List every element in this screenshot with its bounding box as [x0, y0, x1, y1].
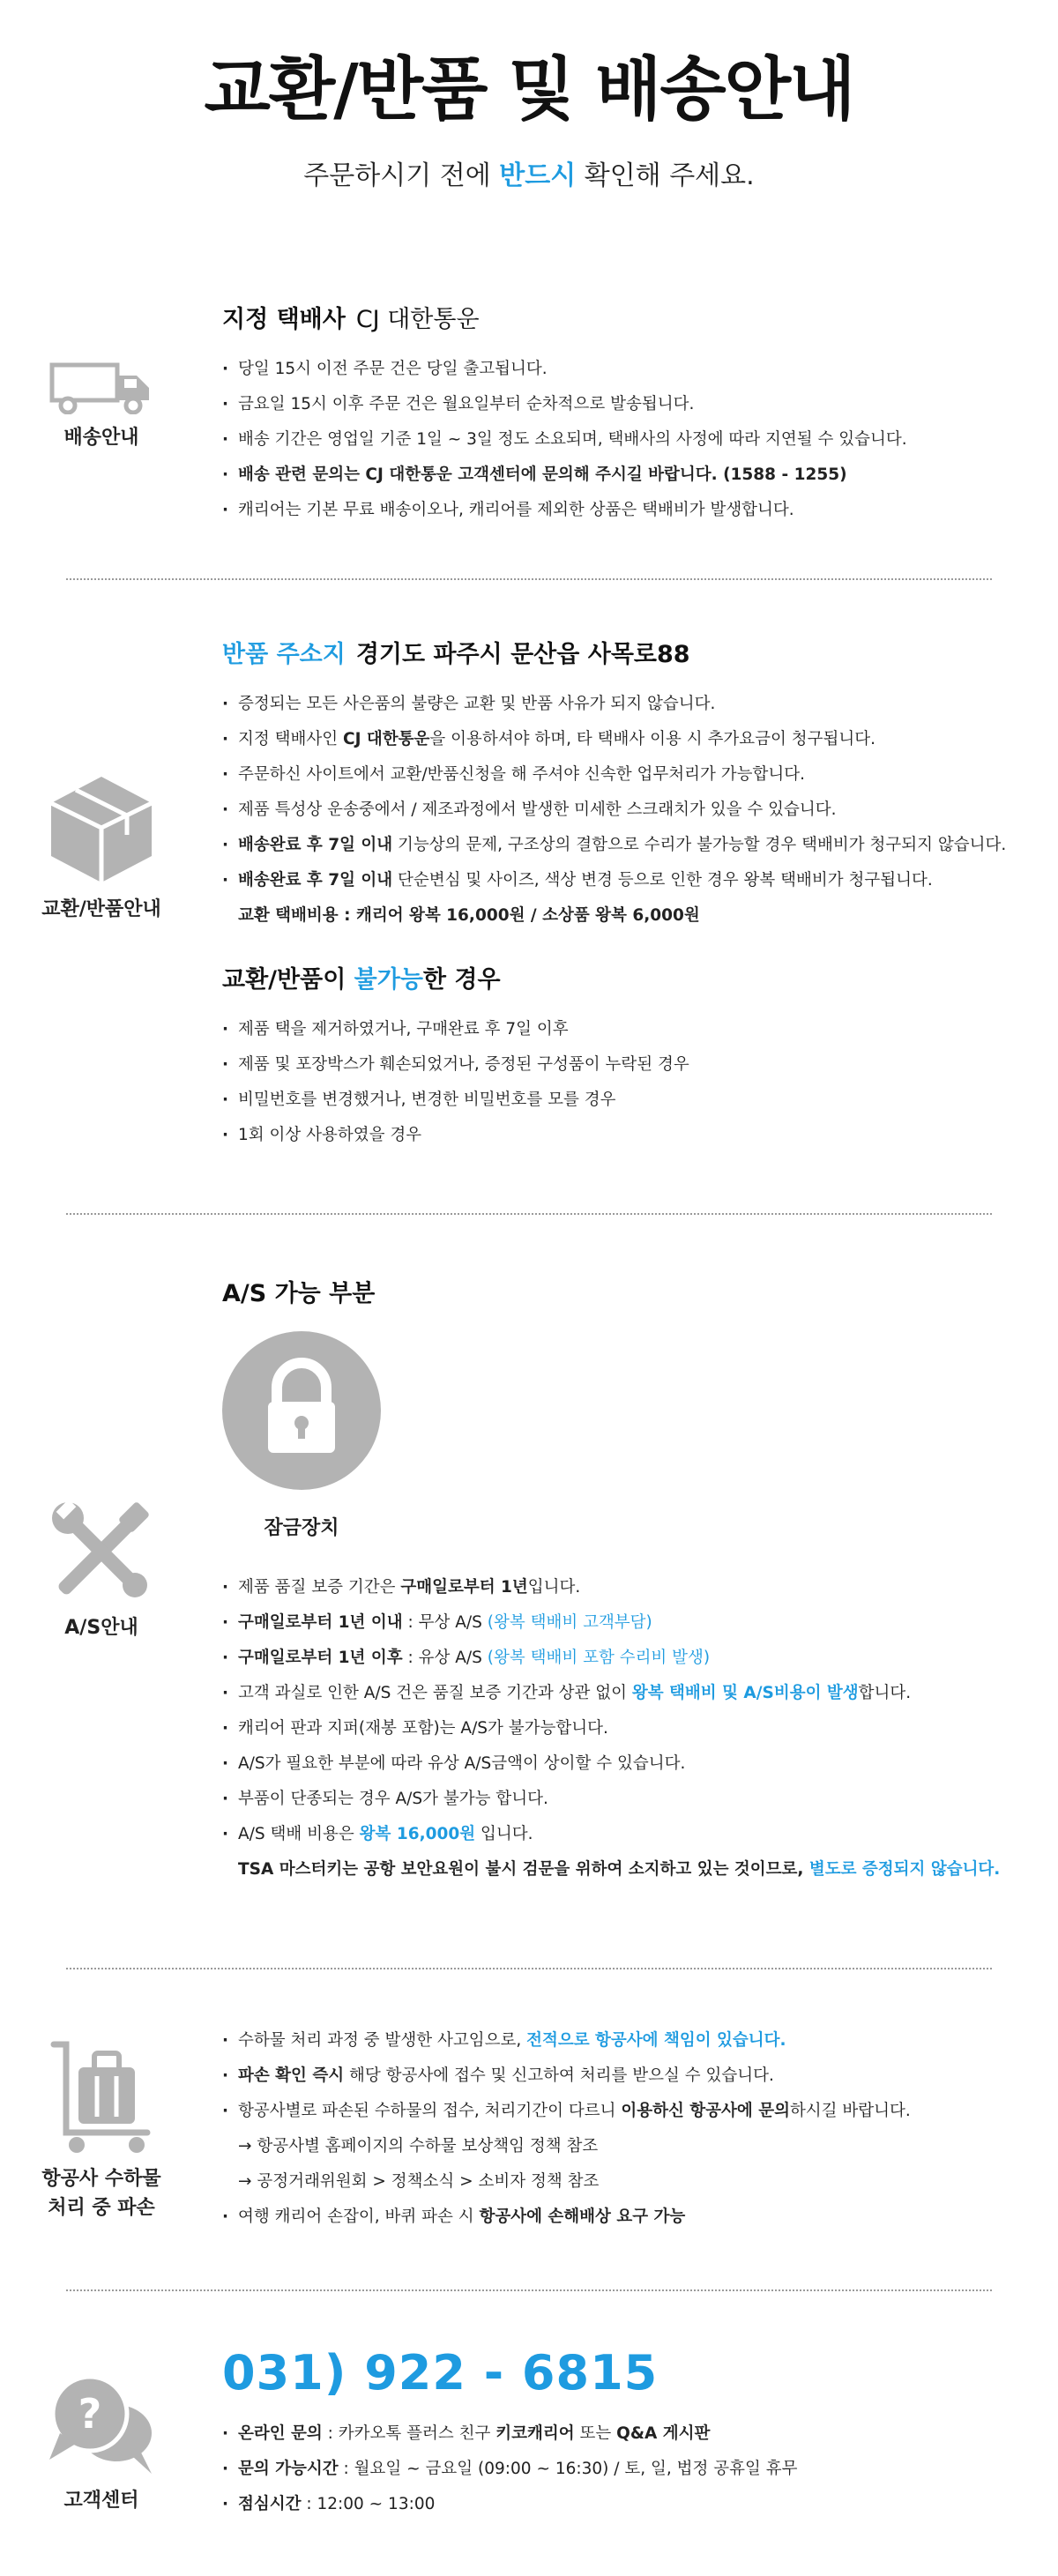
list-item: · 캐리어는 기본 무료 배송이오나, 캐리어를 제외한 상품은 택배비가 발생합니다.: [222, 493, 1040, 528]
as-side-label: A/S안내: [64, 1617, 138, 1639]
airline-side-label-line2: 처리 중 파손: [48, 2197, 155, 2219]
divider: [66, 578, 992, 580]
courier-name: CJ 대한통운: [355, 306, 480, 333]
list-item: · 배송 기간은 영업일 기준 1일 ~ 3일 정도 소요되며, 택배사의 사정에 따라 지연될 수 있습니다.: [222, 422, 1040, 458]
shipping-side-label: 배송안내: [63, 427, 139, 449]
list-item: · 수하물 처리 과정 중 발생한 사고임으로, 전적으로 항공사에 책임이 있습니다.: [222, 2023, 1040, 2059]
as-heading: A/S 가능 부분: [222, 1280, 376, 1307]
list-item: · 배송 관련 문의는 CJ 대한통운 고객센터에 문의해 주시길 바랍니다. (1588 - 1255): [222, 458, 1040, 493]
shipping-content: [222, 300, 1040, 528]
shipping-side: [26, 361, 176, 452]
box-icon: [26, 771, 176, 886]
page-title: 교환/반품 및 배송안내: [204, 50, 854, 130]
courier-heading: [222, 300, 1040, 334]
list-item: · 구매일로부터 1년 이내 : 무상 A/S (왕복 택배비 고객부담): [222, 1605, 1040, 1641]
list-item: · 지정 택배사인 CJ 대한통운을 이용하셔야 하며, 타 택배사 이용 시 추가요금이 청구됩니다.: [222, 722, 1040, 757]
return-address-label: 반품 주소지: [222, 641, 346, 668]
airline-policy-link[interactable]: → 항공사별 홈페이지의 수하물 보상책임 정책 참조: [238, 2137, 599, 2155]
cs-list: [222, 2416, 1040, 2522]
list-item: · 주문하신 사이트에서 교환/반품신청을 해 주셔야 신속한 업무처리가 가능합니다.: [222, 757, 1040, 793]
list-item: · 부품이 단종되는 경우 A/S가 불가능 합니다.: [222, 1782, 1040, 1817]
list-item: · 파손 확인 즉시 해당 항공사에 접수 및 신고하여 처리를 받으실 수 있습니다.: [222, 2059, 1040, 2094]
truck-icon: [26, 361, 176, 414]
return-address-heading: [222, 635, 1040, 669]
list-item: · 온라인 문의 : 카카오톡 플러스 친구 키코캐리어 또는 Q&A 게시판: [222, 2416, 1040, 2452]
list-item: · 항공사별로 파손된 수하물의 접수, 처리기간이 다르니 이용하신 항공사에 문의하시길 바랍니다.: [222, 2094, 1040, 2129]
list-item: · 제품 품질 보증 기간은 구매일로부터 1년입니다.: [222, 1570, 1040, 1605]
divider: [66, 1968, 992, 1969]
list-item: · 구매일로부터 1년 이후 : 유상 A/S (왕복 택배비 포함 수리비 발생): [222, 1641, 1040, 1676]
phone-number[interactable]: 031) 922 - 6815: [222, 2345, 659, 2401]
unavailable-list: [222, 1012, 1040, 1153]
list-item: · 제품 택을 제거하였거나, 구매완료 후 7일 이후: [222, 1012, 1040, 1047]
question-chat-icon: [26, 2371, 176, 2477]
list-item: · 증정되는 모든 사은품의 불량은 교환 및 반품 사유가 되지 않습니다.: [222, 687, 1040, 722]
list-item: · 여행 캐리어 손잡이, 바퀴 파손 시 항공사에 손해배상 요구 가능: [222, 2200, 1040, 2235]
cs-side-label: 고객센터: [63, 2490, 139, 2512]
luggage-cart-icon: [26, 2041, 176, 2155]
airline-side-label: [26, 2164, 176, 2222]
airline-side-label-line1: 항공사 수하물: [41, 2168, 161, 2190]
lock-label: 잠금장치: [264, 1517, 339, 1539]
page-subtitle: [0, 153, 1058, 192]
list-item: · A/S 택배 비용은 왕복 16,000원 입니다.: [222, 1817, 1040, 1852]
list-item: · 당일 15시 이전 주문 건은 당일 출고됩니다.: [222, 352, 1040, 387]
airline-list: [222, 2023, 1040, 2235]
list-item: · 배송완료 후 7일 이내 기능상의 문제, 구조상의 결함으로 수리가 불가능할 경우 택배비가 청구되지 않습니다.: [222, 828, 1040, 863]
lock-icon: [222, 1331, 381, 1493]
airline-side: [26, 2041, 176, 2222]
returns-list: [222, 687, 1040, 934]
returns-content: [222, 635, 1040, 1153]
cs-side: [26, 2371, 176, 2515]
shipping-list: [222, 352, 1040, 528]
as-side: [26, 1499, 176, 1642]
ftc-policy-link[interactable]: → 공정거래위원회 > 정책소식 > 소비자 정책 참조: [238, 2172, 600, 2191]
subtitle-text: 주문하시기 전에: [303, 160, 500, 191]
return-address: 경기도 파주시 문산읍 사목로88: [355, 641, 690, 668]
list-item: · 배송완료 후 7일 이내 단순변심 및 사이즈, 색상 변경 등으로 인한 경우 왕복 택배비가 청구됩니다.: [222, 863, 1040, 898]
exchange-fee-note: 교환 택배비용 : 캐리어 왕복 16,000원 / 소상품 왕복 6,000원: [238, 906, 700, 925]
list-item: · 제품 및 포장박스가 훼손되었거나, 증정된 구성품이 누락된 경우: [222, 1047, 1040, 1083]
as-list: [222, 1570, 1040, 1887]
cs-content: [222, 2345, 1040, 2522]
subtitle-text-end: 확인해 주세요.: [576, 160, 755, 191]
list-item: · 비밀번호를 변경했거나, 변경한 비밀번호를 모를 경우: [222, 1083, 1040, 1118]
subtitle-emphasis: 반드시: [499, 160, 577, 191]
tools-icon: [26, 1499, 176, 1604]
returns-side: [26, 771, 176, 924]
list-item: · 제품 특성상 운송중에서 / 제조과정에서 발생한 미세한 스크래치가 있을 수 있습니다.: [222, 793, 1040, 828]
list-item: · 고객 과실로 인한 A/S 건은 품질 보증 기간과 상관 없이 왕복 택배비 및 A/S비용이 발생합니다.: [222, 1676, 1040, 1711]
courier-heading-label: 지정 택배사: [222, 306, 346, 333]
unavailable-heading: 교환/반품이 불가능한 경우: [222, 966, 501, 994]
divider: [66, 2289, 992, 2291]
tsa-note: TSA 마스터키는 공항 보안요원이 불시 검문을 위하여 소지하고 있는 것이므로, 별도로 증정되지 않습니다.: [238, 1860, 1001, 1879]
page-header: [0, 0, 1058, 192]
list-item: · 캐리어 판과 지퍼(재봉 포함)는 A/S가 불가능합니다.: [222, 1711, 1040, 1746]
list-item: · 1회 이상 사용하였을 경우: [222, 1118, 1040, 1153]
list-item: · 문의 가능시간 : 월요일 ~ 금요일 (09:00 ~ 16:30) / 토, 일, 법정 공휴일 휴무: [222, 2452, 1040, 2487]
as-content: [222, 1274, 1040, 1887]
returns-side-label: 교환/반품안내: [41, 898, 161, 920]
list-item: · A/S가 필요한 부분에 따라 유상 A/S금액이 상이할 수 있습니다.: [222, 1746, 1040, 1782]
list-item: · 점심시간 : 12:00 ~ 13:00: [222, 2487, 1040, 2522]
divider: [66, 1213, 992, 1215]
svg-text:?: ?: [78, 2390, 102, 2438]
airline-content: [222, 2023, 1040, 2235]
list-item: · 금요일 15시 이후 주문 건은 월요일부터 순차적으로 발송됩니다.: [222, 387, 1040, 422]
lock-item: [222, 1331, 381, 1540]
